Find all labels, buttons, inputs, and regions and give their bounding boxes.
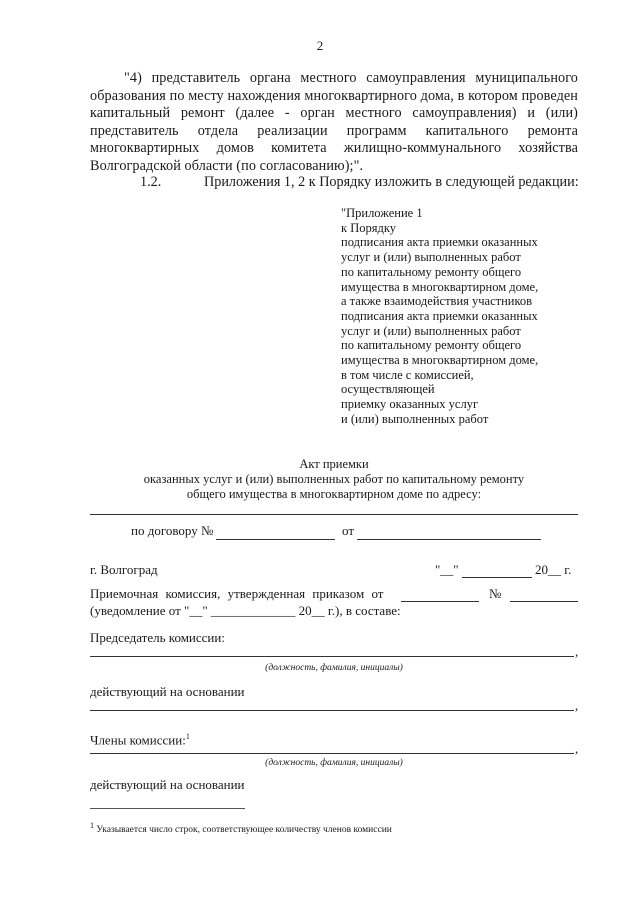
appendix-line: осуществляющей — [341, 382, 435, 397]
members-label — [90, 732, 190, 748]
appendix-line: подписания акта приемки оказанных — [341, 308, 538, 323]
line-comma: , — [575, 741, 579, 756]
appendix-line: имущества в многоквартирном доме, — [341, 279, 539, 294]
appendix-line: подписания акта приемки оказанных — [341, 235, 538, 250]
paragraph-4: "4) представитель органа местного самоуправления муниципального образования по месту нахождения многоквартирного дома, в котором проведен капитальный ремонт (далее - орган местного самоуправления) и (или) представитель отдела реализации программ капитального ремонта многоквартирных домов комитета жилищно-коммунального хозяйства Волгоградской области (по согласованию);". — [90, 70, 578, 174]
appendix-line: а также взаимодействия участников — [341, 294, 533, 309]
footnote-mark: 1 — [90, 821, 94, 830]
item-1-2 — [140, 174, 579, 191]
chairman-basis-blank-line — [90, 710, 574, 711]
chairman-label: Председатель комиссии: — [90, 630, 225, 645]
appendix-line: и (или) выполненных работ — [341, 411, 489, 426]
member-blank-line — [90, 753, 574, 754]
members-label-text: Члены комиссии: — [90, 732, 186, 748]
appendix-line: в том числе с комиссией, — [341, 367, 474, 382]
item-1-2-number: 1.2. — [140, 174, 162, 190]
page-number: 2 — [316, 38, 324, 53]
line-comma: , — [575, 644, 579, 659]
order-date-blank — [401, 601, 479, 602]
appendix-line: услуг и (или) выполненных работ — [341, 250, 521, 265]
acting-basis-label: действующий на основании — [90, 684, 245, 699]
chairman-blank-line — [90, 656, 574, 657]
date-day: "__" — [435, 562, 459, 577]
act-title-line: общего имущества в многоквартирном доме по адресу: — [186, 487, 482, 502]
commission-line-2: (уведомление от "__" _____________ 20__ г.), в составе: — [90, 603, 401, 618]
order-number-blank — [510, 601, 578, 602]
footnote-text: Указывается число строк, соответствующее количеству членов комиссии — [96, 825, 392, 836]
commission-line-1: Приемочная комиссия, утвержденная приказом от — [90, 586, 384, 601]
footnote-separator — [90, 808, 245, 809]
line-comma: , — [575, 698, 579, 713]
act-title-line: Акт приемки — [299, 457, 369, 471]
city-label: г. Волгоград — [90, 562, 158, 577]
act-title-line: оказанных услуг и (или) выполненных работ по капитальному ремонту — [143, 472, 525, 487]
act-title — [90, 457, 578, 503]
caption-position: (должность, фамилия, инициалы) — [265, 758, 403, 768]
contract-from-label: от — [342, 523, 355, 538]
date-year: 20__ г. — [535, 562, 572, 577]
appendix-line: услуг и (или) выполненных работ — [341, 323, 521, 338]
appendix-line: приемку оказанных услуг — [341, 397, 479, 412]
item-1-2-text: Приложения 1, 2 к Порядку изложить в следующей редакции: — [204, 174, 579, 190]
caption-position: (должность, фамилия, инициалы) — [265, 663, 403, 673]
footnote — [90, 821, 392, 835]
appendix-line: по капитальному ремонту общего — [341, 264, 522, 279]
appendix-line: имущества в многоквартирном доме, — [341, 353, 539, 368]
appendix-line: по капитальному ремонту общего — [341, 338, 522, 353]
acting-basis-label: действующий на основании — [90, 777, 245, 792]
date-month-blank — [462, 577, 532, 578]
contract-number-blank — [216, 539, 335, 540]
members-footnote-mark: 1 — [185, 732, 190, 741]
appendix-header — [341, 206, 538, 427]
appendix-line: к Порядку — [341, 220, 396, 235]
appendix-line: "Приложение 1 — [341, 206, 423, 220]
contract-date-blank — [357, 539, 541, 540]
contract-label: по договору № — [131, 523, 214, 538]
address-blank-line — [90, 514, 578, 515]
order-number-sign: № — [489, 586, 502, 601]
